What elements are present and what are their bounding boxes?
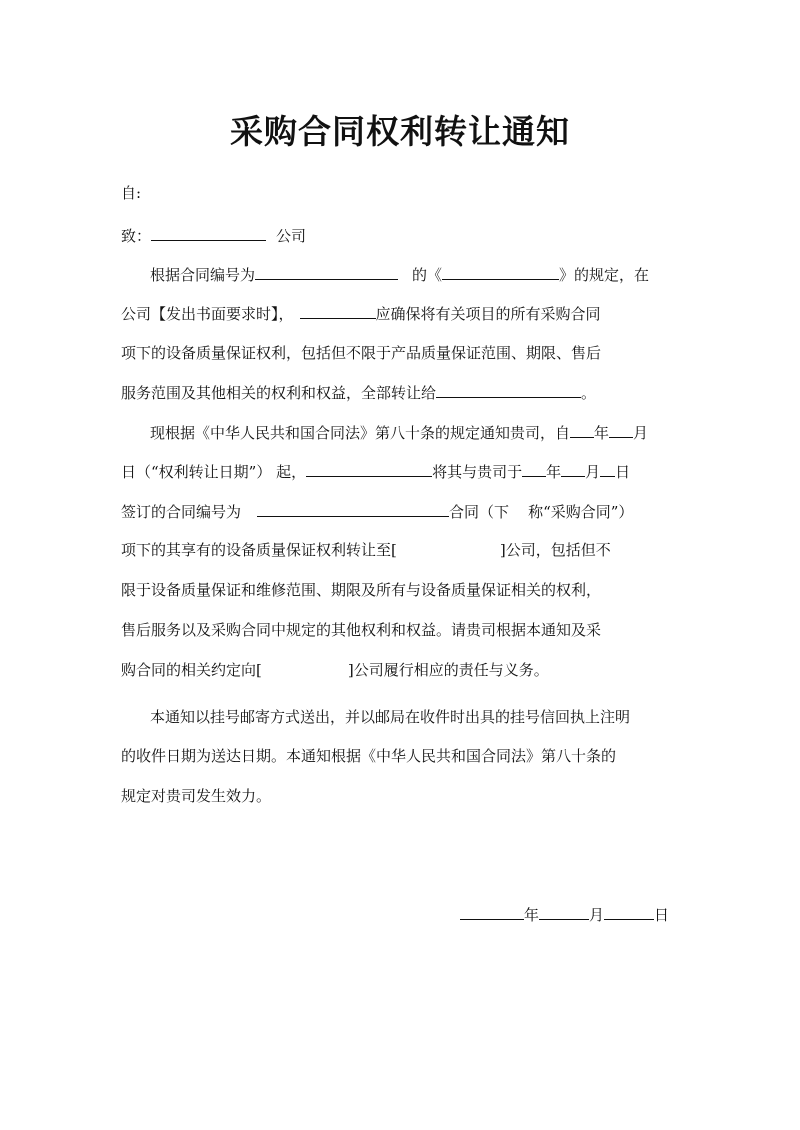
para2-text: 月 xyxy=(633,424,649,442)
para2-line2 xyxy=(121,460,630,483)
para2-text: 月 xyxy=(585,463,601,481)
para3-text: 规定对贵司发生效力。 xyxy=(121,787,272,805)
contract-number-blank-2[interactable] xyxy=(257,500,449,517)
para2-text: 日（“权利转让日期”） 起， xyxy=(121,463,307,481)
signature-month-blank[interactable] xyxy=(539,903,589,920)
para2-line6 xyxy=(121,619,601,641)
month-blank[interactable] xyxy=(609,421,633,438)
to-company-blank[interactable] xyxy=(151,224,266,241)
signature-date xyxy=(460,903,669,926)
para2-text: 限于设备质量保证和维修范围、期限及所有与设备质量保证相关的权利， xyxy=(121,581,602,599)
to-suffix: 公司 xyxy=(276,227,307,245)
signature-day-label: 日 xyxy=(654,906,670,924)
contract-number-blank[interactable] xyxy=(255,263,398,280)
signature-month-label: 月 xyxy=(589,906,605,924)
para2-line4 xyxy=(121,539,611,561)
para1-text: 根据合同编号为 xyxy=(150,266,256,284)
sign-month-blank[interactable] xyxy=(561,460,585,477)
para2-line3 xyxy=(121,500,633,523)
para2-text: ]公司履行相应的责任与义务。 xyxy=(347,661,549,679)
para1-line1 xyxy=(150,263,649,286)
from-line xyxy=(121,182,141,204)
signature-year-blank[interactable] xyxy=(460,903,524,920)
para2-line1 xyxy=(150,421,648,444)
para1-line3 xyxy=(121,342,601,364)
para1-line2 xyxy=(121,302,601,325)
para2-line7 xyxy=(121,659,549,681)
para2-text: 年 xyxy=(594,424,610,442)
para1-text: 》的规定，在 xyxy=(559,266,650,284)
para3-text: 本通知以挂号邮寄方式送出，并以邮局在收件时出具的挂号信回执上注明 xyxy=(150,708,631,726)
para1-text: 的《 xyxy=(412,266,443,284)
para1-line4 xyxy=(121,381,596,404)
para2-line5 xyxy=(121,579,601,601)
para2-text: 购合同的相关约定向[ xyxy=(121,661,262,679)
to-line xyxy=(121,224,306,247)
para1-text: 公司【发出书面要求时】， xyxy=(121,305,294,323)
para1-text: 应确保将有关项目的所有采购合同 xyxy=(375,305,601,323)
para1-text: 项下的设备质量保证权利，包括但不限于产品质量保证范围、期限、售后 xyxy=(121,344,602,362)
para2-text: 年 xyxy=(546,463,562,481)
para2-text: 项下的其享有的设备质量保证权利转让至[ xyxy=(121,541,397,559)
para3-line2 xyxy=(121,745,616,767)
transferee-blank[interactable] xyxy=(436,381,581,398)
para2-text: 合同（下 称“采购合同”） xyxy=(449,503,634,521)
para1-text: 服务范围及其他相关的权利和权益，全部转让给 xyxy=(121,384,437,402)
party-blank[interactable] xyxy=(300,302,376,319)
para3-line1 xyxy=(150,706,630,728)
sign-day-blank[interactable] xyxy=(600,460,615,477)
para2-text: 售后服务以及采购合同中规定的其他权利和权益。请贵司根据本通知及采 xyxy=(121,621,602,639)
para2-text: 日 xyxy=(615,463,631,481)
para1-text: 。 xyxy=(581,384,597,402)
document-title: 采购合同权利转让通知 xyxy=(230,112,570,151)
para2-text: 将其与贵司于 xyxy=(432,463,523,481)
from-label: 自: xyxy=(121,184,142,202)
sign-year-blank[interactable] xyxy=(522,460,546,477)
year-blank[interactable] xyxy=(570,421,594,438)
para3-line3 xyxy=(121,785,271,807)
contract-name-blank[interactable] xyxy=(442,263,559,280)
para2-text: ]公司，包括但不 xyxy=(499,541,611,559)
signature-year-label: 年 xyxy=(524,906,540,924)
signature-day-blank[interactable] xyxy=(604,903,654,920)
para2-text: 现根据《中华人民共和国合同法》第八十条的规定通知贵司，自 xyxy=(150,424,571,442)
para2-text: 签订的合同编号为 xyxy=(121,503,242,521)
assignor-blank[interactable] xyxy=(306,460,432,477)
para3-text: 的收件日期为送达日期。本通知根据《中华人民共和国合同法》第八十条的 xyxy=(121,747,617,765)
to-label: 致： xyxy=(121,227,152,245)
